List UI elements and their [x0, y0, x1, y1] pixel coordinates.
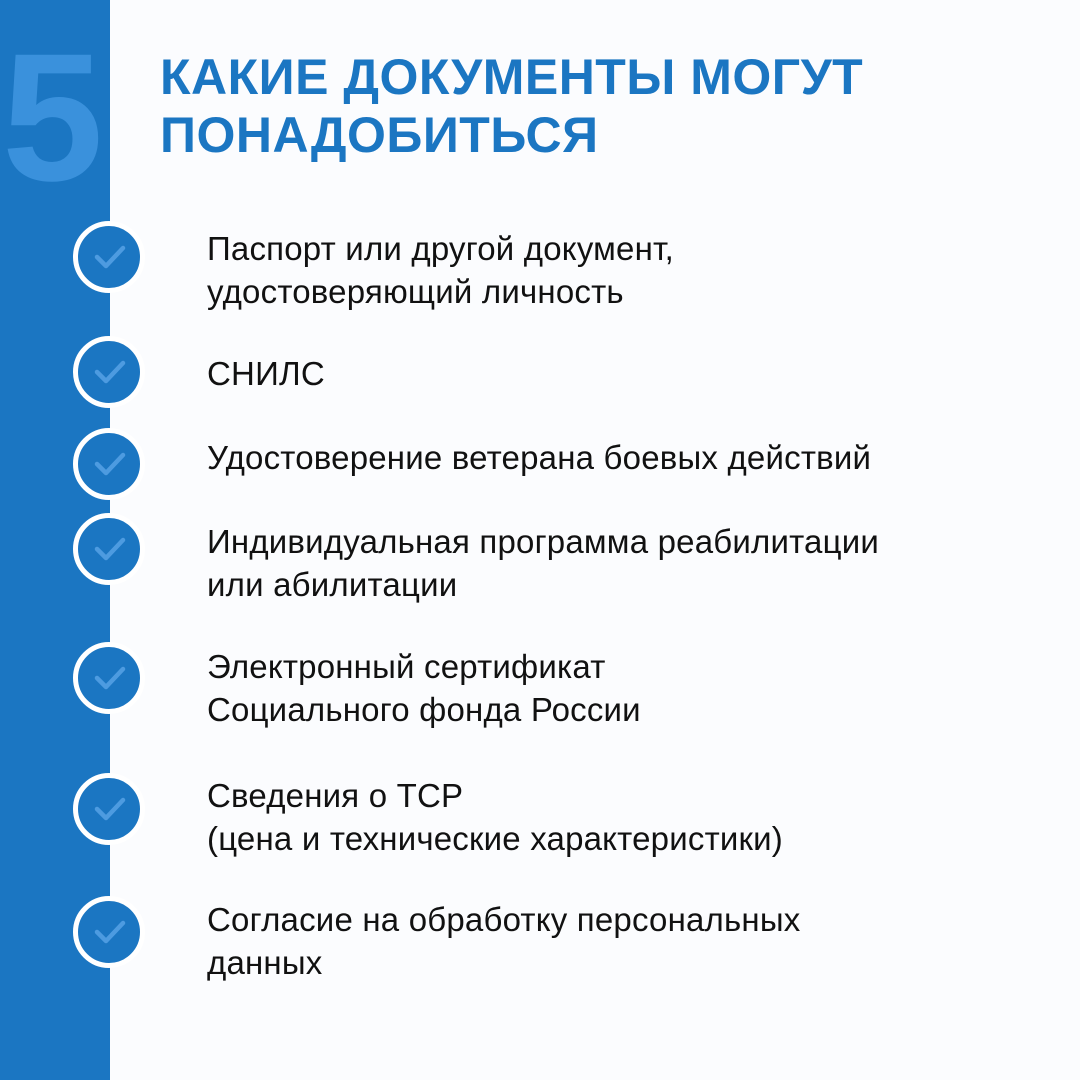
checkmark-icon	[73, 336, 145, 408]
page-title-line-1: КАКИЕ ДОКУМЕНТЫ МОГУТ	[160, 49, 864, 105]
document-item-line-1: Удостоверение ветерана боевых действий	[207, 439, 872, 476]
document-item-line-1: Согласие на обработку персональных	[207, 901, 801, 938]
document-item-text	[207, 352, 1057, 395]
document-item-line-2: удостоверяющий личность	[207, 273, 624, 310]
document-item-text	[207, 227, 1057, 313]
checkmark-icon	[73, 773, 145, 845]
step-number-digit: 5	[2, 32, 100, 219]
page-title-line-2: ПОНАДОБИТЬСЯ	[160, 107, 599, 163]
document-item-text	[207, 436, 1057, 479]
page-title	[160, 48, 1040, 164]
document-item-text	[207, 645, 1057, 731]
document-item-line-2: или абилитации	[207, 566, 458, 603]
document-item-line-2: данных	[207, 944, 323, 981]
document-item-text	[207, 774, 1057, 860]
document-item-line-1: Индивидуальная программа реабилитации	[207, 523, 879, 560]
checkmark-icon	[73, 513, 145, 585]
document-item-line-1: СНИЛС	[207, 355, 325, 392]
checkmark-icon	[73, 896, 145, 968]
document-item-line-2: Социального фонда России	[207, 691, 641, 728]
checkmark-icon	[73, 221, 145, 293]
step-number	[0, 32, 110, 222]
checkmark-icon	[73, 642, 145, 714]
document-item-text	[207, 520, 1057, 606]
document-item-text	[207, 898, 1057, 984]
checkmark-icon	[73, 428, 145, 500]
document-item-line-2: (цена и технические характеристики)	[207, 820, 783, 857]
document-item-line-1: Электронный сертификат	[207, 648, 606, 685]
document-item-line-1: Сведения о ТСР	[207, 777, 464, 814]
document-item-line-1: Паспорт или другой документ,	[207, 230, 675, 267]
